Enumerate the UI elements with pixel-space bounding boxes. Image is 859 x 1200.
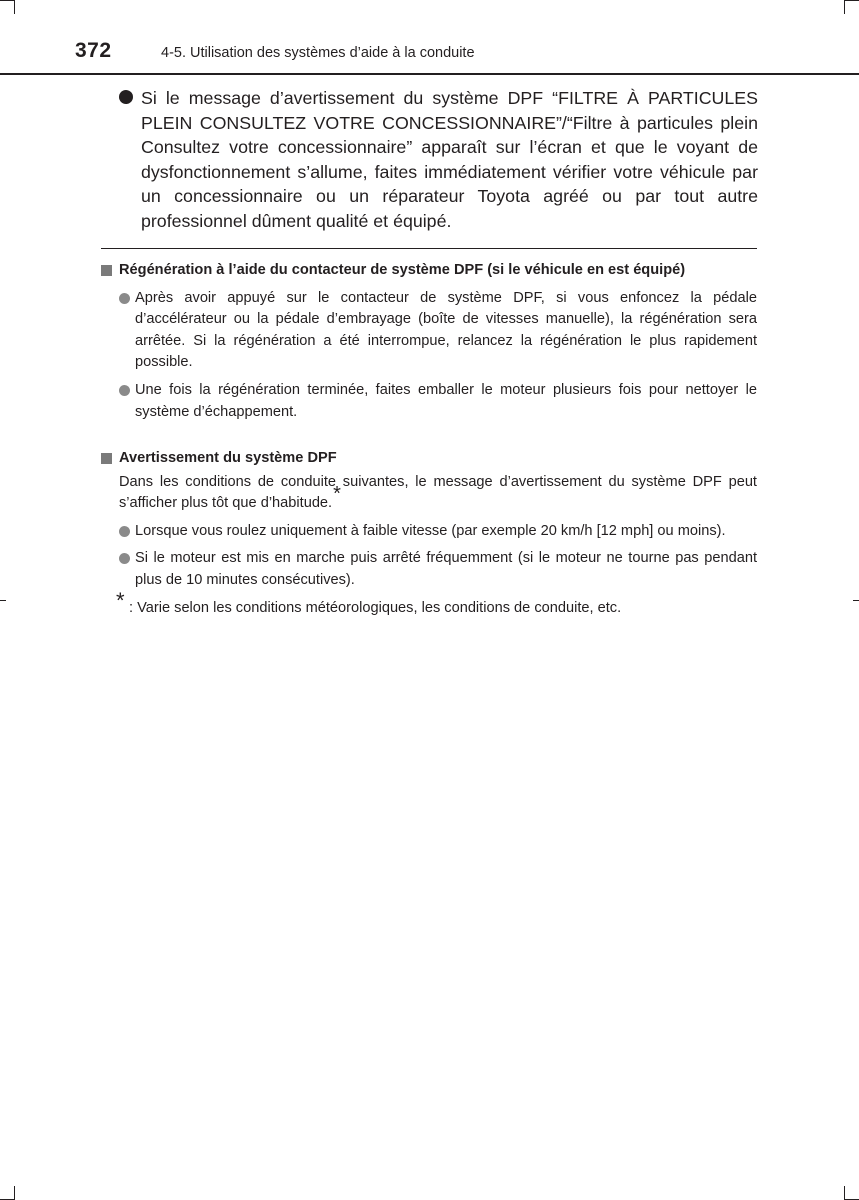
crop-mark — [0, 600, 6, 601]
crop-mark — [853, 600, 859, 601]
section-heading — [101, 448, 757, 470]
crop-mark — [14, 1186, 15, 1200]
list-item — [101, 521, 757, 543]
page-number: 372 — [75, 39, 112, 62]
asterisk-mark: * — [333, 483, 341, 506]
bullet-dot-icon — [119, 553, 130, 564]
bullet-dot-icon — [119, 385, 130, 396]
section-title: Avertissement du système DPF — [119, 450, 337, 466]
header-section-title: 4-5. Utilisation des systèmes d’aide à la conduite — [161, 45, 475, 61]
section-heading — [101, 260, 757, 282]
bullet-dot-icon — [119, 90, 133, 104]
bullet-dot-icon — [119, 293, 130, 304]
list-item-text: Si le moteur est mis en marche puis arrêté fréquemment (si le moteur ne tourne pas pendant plus de 10 minutes consécutives). — [135, 550, 757, 588]
section-divider — [101, 248, 757, 249]
crop-mark — [844, 1186, 845, 1200]
page-header — [0, 36, 859, 76]
footnote — [101, 587, 757, 620]
section-title: Régénération à l’aide du contacteur de système DPF (si le véhicule en est équipé) — [119, 262, 686, 278]
list-item-text: Lorsque vous roulez uniquement à faible vitesse (par exemple 20 km/h [12 mph] ou moins). — [135, 522, 726, 539]
section-warning — [101, 448, 757, 619]
square-bullet-icon — [101, 453, 112, 464]
section-intro-text: Dans les conditions de conduite suivantes, le message d’avertissement du système DPF peut s’afficher plus tôt que d’habitude. — [119, 473, 757, 512]
footnote-asterisk: * — [116, 587, 125, 613]
main-bullet-text: Si le message d’avertissement du système DPF “FILTRE À PARTICULES PLEIN CONSULTEZ VOTRE CONCESSIONNAIRE”/“Filtre à particules plein Consultez votre concessionnaire” apparaît sur l’écran et que le voyant de dysfonctionnement s’allume, faites immédiatement vérifier votre véhicule par un concessionnaire ou un réparateur Toyota agréé ou par tout autre professionnel dûment qualité et équipé. — [141, 88, 758, 231]
crop-mark — [0, 0, 14, 1]
list-item-text: Une fois la régénération terminée, faites emballer le moteur plusieurs fois pour nettoyer le système d’échappement. — [135, 381, 757, 420]
list-item — [101, 548, 757, 591]
footnote-text: : Varie selon les conditions météorologiques, les conditions de conduite, etc. — [129, 599, 622, 616]
crop-mark — [845, 0, 859, 1]
section-intro — [119, 472, 757, 515]
crop-mark — [14, 0, 15, 14]
crop-mark — [844, 0, 845, 14]
list-item — [101, 288, 757, 374]
main-bullet — [118, 86, 758, 234]
square-bullet-icon — [101, 265, 112, 276]
list-item-text: Après avoir appuyé sur le contacteur de système DPF, si vous enfoncez la pédale d’accélérateur ou la pédale d’embrayage (boîte de vitesses manuelle), la régénération sera arrêtée. Si la régénération a été interrompue, relancez la régénération le plus rapidement possible. — [135, 289, 757, 371]
bullet-dot-icon — [119, 526, 130, 537]
header-rule — [0, 73, 859, 75]
list-item — [101, 380, 757, 423]
section-regeneration — [101, 260, 757, 423]
